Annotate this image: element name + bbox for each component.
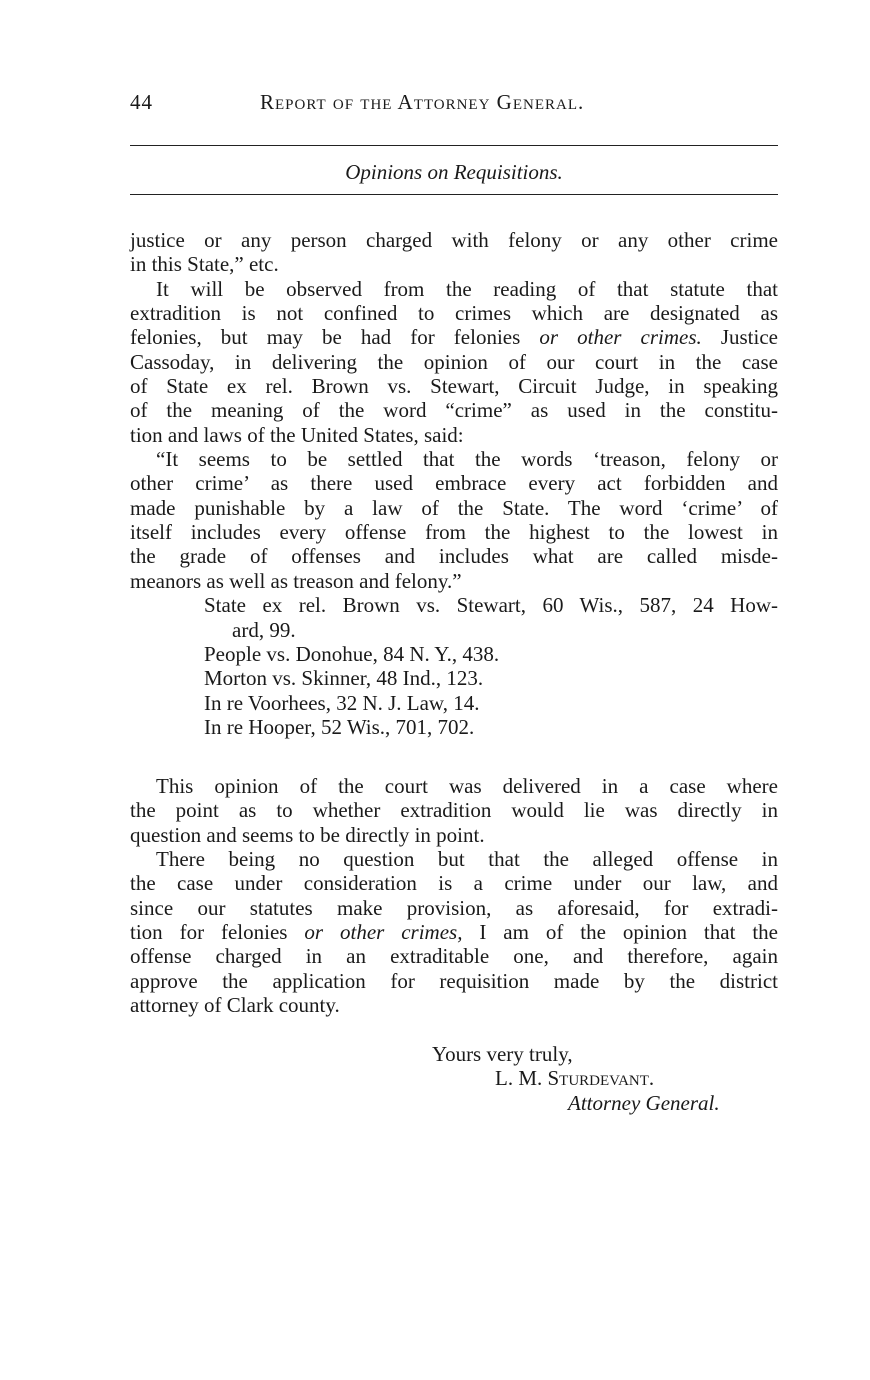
section-subtitle: Opinions on Requisitions. — [345, 160, 563, 184]
p2-line-1: It will be observed from the reading of that statute that — [156, 277, 778, 301]
signatory-office: Attorney General. — [568, 1091, 720, 1115]
p2-line-3: felonies, but may be had for felonies or other crimes. Justice — [130, 325, 778, 349]
p4-line-5: offense charged in an extraditable one, and therefore, again — [130, 944, 778, 968]
italic-phrase: or other crimes, — [304, 920, 463, 944]
page-number: 44 — [130, 90, 153, 114]
citation-1-line-2: ard, 99. — [232, 618, 296, 642]
p4-line-3: since our statutes make provision, as aforesaid, for extradi- — [130, 896, 778, 920]
p3-line-3: question and seems to be directly in point. — [130, 823, 485, 847]
p4-line-6: approve the application for requisition made by the district — [130, 969, 778, 993]
citation-2: People vs. Donohue, 84 N. Y., 438. — [204, 642, 500, 666]
quote-line-1: “It seems to be settled that the words ‘treason, felony or — [156, 447, 778, 471]
closing: Yours very truly, — [432, 1042, 573, 1066]
running-title: Report of the Attorney General. — [260, 90, 585, 114]
p2-line-7: tion and laws of the United States, said: — [130, 423, 464, 447]
p3-line-1: This opinion of the court was delivered in a case where — [156, 774, 778, 798]
p4-line-4: tion for felonies or other crimes, I am of the opinion that the — [130, 920, 778, 944]
italic-phrase: or other crimes. — [539, 325, 702, 349]
quote-line-2: other crime’ as there used embrace every act forbidden and — [130, 471, 778, 495]
header-rule-top — [130, 145, 778, 146]
signatory-name: L. M. Sturdevant. — [495, 1066, 655, 1090]
header-rule-bottom — [130, 194, 778, 195]
p2-line-4: Cassoday, in delivering the opinion of our court in the case — [130, 350, 778, 374]
p4-line-1: There being no question but that the alleged offense in — [156, 847, 778, 871]
p2-line-5: of State ex rel. Brown vs. Stewart, Circuit Judge, in speaking — [130, 374, 778, 398]
citation-5: In re Hooper, 52 Wis., 701, 702. — [204, 715, 475, 739]
citation-3: Morton vs. Skinner, 48 Ind., 123. — [204, 666, 484, 690]
quote-line-3: made punishable by a law of the State. The word ‘crime’ of — [130, 496, 778, 520]
citation-4: In re Voorhees, 32 N. J. Law, 14. — [204, 691, 480, 715]
quote-line-5: the grade of offenses and includes what are called misde- — [130, 544, 778, 568]
p3-line-2: the point as to whether extradition would lie was directly in — [130, 798, 778, 822]
citation-1-line-1: State ex rel. Brown vs. Stewart, 60 Wis., 587, 24 How- — [204, 593, 778, 617]
quote-line-6: meanors as well as treason and felony.” — [130, 569, 462, 593]
p1-line-1: justice or any person charged with felony or any other crime — [130, 228, 778, 252]
p4-line-7: attorney of Clark county. — [130, 993, 340, 1017]
p2-line-6: of the meaning of the word “crime” as used in the constitu- — [130, 398, 778, 422]
running-header — [130, 90, 778, 120]
p1-line-2: in this State,” etc. — [130, 252, 279, 276]
p4-line-2: the case under consideration is a crime under our law, and — [130, 871, 778, 895]
p2-line-2: extradition is not confined to crimes which are designated as — [130, 301, 778, 325]
quote-line-4: itself includes every offense from the highest to the lowest in — [130, 520, 778, 544]
